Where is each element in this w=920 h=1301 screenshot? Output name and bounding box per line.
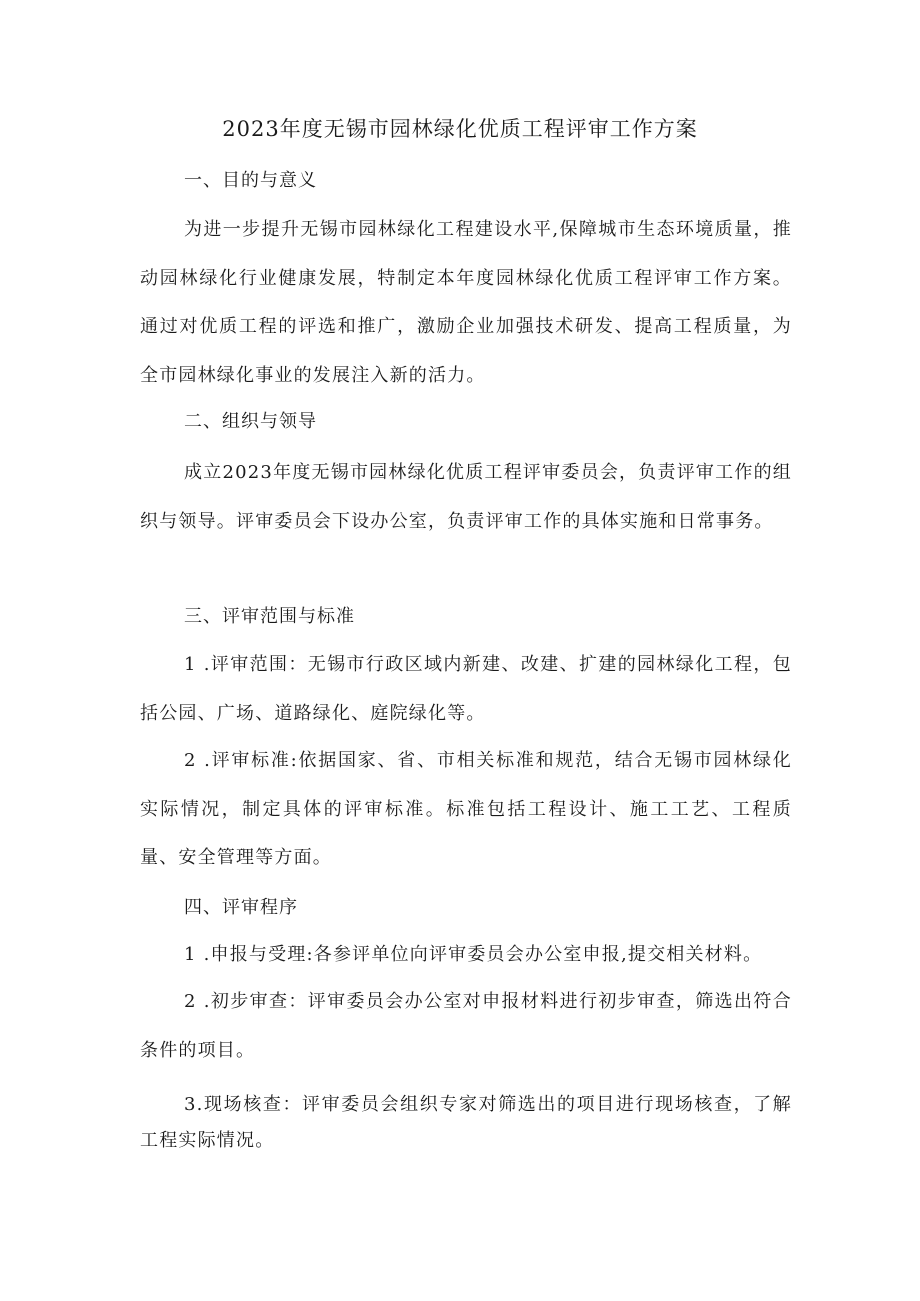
section-paragraph: 3.现场核查：评审委员会组织专家对筛选出的项目进行现场核查，了解工程实际情况。 [140,1094,792,1151]
section-paragraph: 成立2023年度无锡市园林绿化优质工程评审委员会，负责评审工作的组织与领导。评审委员会下设办公室，负责评审工作的具体实施和日常事务。 [140,462,792,532]
section-paragraph: 2 .初步审查：评审委员会办公室对申报材料进行初步审查，筛选出符合条件的项目。 [140,991,792,1061]
section-paragraph: 1 .申报与受理:各参评单位向评审委员会办公室申报,提交相关材料。 [184,944,763,965]
section-paragraph: 为进一步提升无锡市园林绿化工程建设水平,保障城市生态环境质量，推动园林绿化行业健康发展，特制定本年度园林绿化优质工程评审工作方案。通过对优质工程的评选和推广，激励企业加强技术研发、提高工程质量，为全市园林绿化事业的发展注入新的活力。 [140,219,792,386]
document-title: 2023年度无锡市园林绿化优质工程评审工作方案 [222,117,698,141]
section-paragraph: 1 .评审范围：无锡市行政区域内新建、改建、扩建的园林绿化工程，包括公园、广场、道路绿化、庭院绿化等。 [140,654,792,724]
section-heading-procedure: 四、评审程序 [184,897,298,918]
section-heading-purpose: 一、目的与意义 [184,170,317,191]
section-heading-organization: 二、组织与领导 [184,411,317,432]
section-heading-scope: 三、评审范围与标准 [184,606,355,627]
section-paragraph: 2 .评审标准:依据国家、省、市相关标准和规范，结合无锡市园林绿化实际情况，制定具体的评审标准。标准包括工程设计、施工工艺、工程质量、安全管理等方面。 [140,750,792,868]
